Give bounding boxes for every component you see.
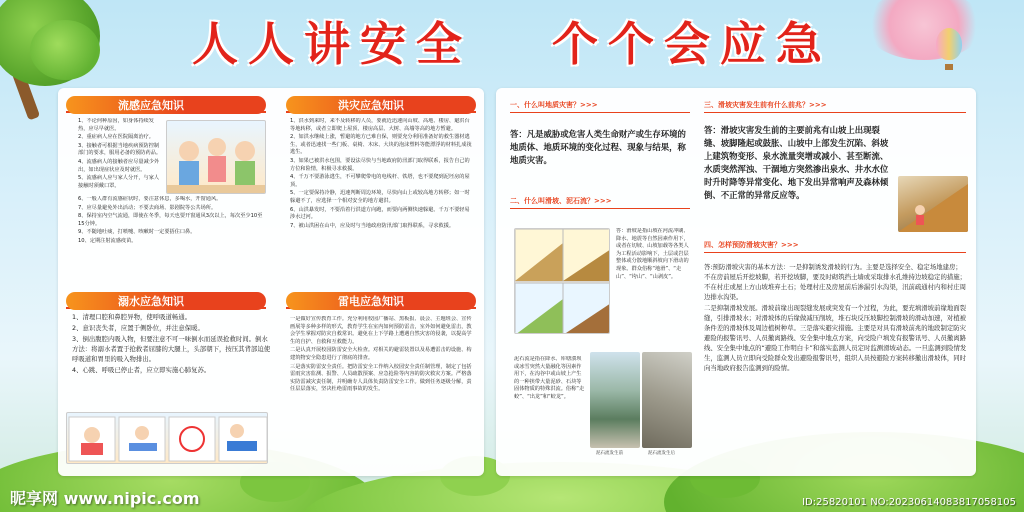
- flu-item: 1、不论何种原因，如身体持续发热，应尽早就医。: [78, 118, 154, 132]
- q2-rule: [510, 208, 690, 209]
- flood-item: 4、千万不要游泳逃生，不可攀爬带电的电线杆、铁塔，也不要爬到泥坯房的屋顶。: [290, 174, 470, 188]
- q3-title: 三、滑坡灾害发生前有什么前兆？>>>: [704, 101, 827, 109]
- q4-answer: [704, 262, 968, 462]
- caption-after: 泥石流发生后: [648, 451, 675, 456]
- q3-answer: 答：滑坡灾害发生前的主要前兆有山坡上出现裂缝、坡脚隆起或鼓胀、山坡中上部发生沉陷、斜坡上建筑物变形、泉水流量突增或减小、甚至断流、水质突然浑浊、干涸地方突然渗出泉水、井水水位时升时降等异常变化、地下发出异常响声及森林倾倒、不正常的异常反应等。: [704, 125, 889, 200]
- drown-header-label: 溺水应急知识: [118, 295, 184, 308]
- flood-item: 5、一定要保持冷静，迅速判断周边环境，尽快向山上或较高地方转移；如一时躲避不了，应选择一个相对安全的地方避洪。: [290, 190, 470, 204]
- flu-item: 8、保持室内空气流通，即使在冬季，每天也要开窗通风3次以上，每次至少10至15分钟。: [78, 213, 263, 227]
- flood-text: [290, 118, 474, 268]
- drown-item: 2、意识丧失者，应置于侧卧位，并注意保暖。: [72, 324, 204, 332]
- flu-item: 9、不随地吐痰，打喷嚏、咳嗽时一定要捂住口鼻。: [78, 229, 196, 236]
- flood-item: 6、山洪暴发时，不要沿着行洪道方向跑，而要向两侧快速躲避。千万不要轻易涉水过河。: [290, 206, 470, 221]
- landslide-illustration: [898, 176, 968, 232]
- flood-section-header: [286, 96, 476, 114]
- lightning-item: 三是落实防雷安全责任。把防雷安全工作纳入校园安全责任制管理，制定了包括雷雨灾害监测、报警、人员疏散预案、应急抢险等内容的防灾救灾方案。严格落实防雷减灾责任制，并明确专人具体负责防雷安全工作。做到任务逐级分解，责任层层落实，坚决杜绝雷雨事故的发生。: [290, 363, 472, 393]
- flu-illustration: [166, 120, 266, 194]
- q2-answer-debris-flow: 泥石流是指在降水、库塘溃坝或冰雪突然大量融化等因素作用下，在沟谷中或山坡上产生的一种挟带大量泥砂、石块等固体物质的特殊洪流。俗称“走蛟”、“出龙”和“蛟龙”。: [514, 356, 585, 400]
- q1-rule: [510, 112, 690, 113]
- flu-item: 2、重症病人应在医院隔离治疗。: [78, 134, 154, 141]
- title-part-2: 个个会应急: [552, 17, 832, 71]
- caption-before: 泥石流发生前: [596, 451, 623, 456]
- flu-item: 5、流感病人应与家人分开，与家人接触时须戴口罩。: [78, 175, 160, 189]
- q4-paragraph: 二是抑制滑坡发展。滑坡前缘出现裂缝发展或突发有一个过程，为此，要充填滑坡前缘地面裂缝，引排滑坡水；对滑坡体的后缘做减压削坡，堆石块反压坡脚控制滑坡的滑动加速，对植被条件差的滑坡体及周边植树种草。三是落实避灾措施。主要是对具有滑坡前兆的地段制定防灾避险的报警讯号、人员撤离路线、安全集中地点方案，向受险户填发有报警讯号、人员撤离路线、安全集中地点的“避险工作明白卡”和落实监测人员定时监测滑坡动态。一旦监测到险情发生，监测人员立即向受险群众发出避险报警讯号，组织人员按避险方案转移撤出滑坡体，同时向当地政府报告监测到的险情。: [704, 304, 967, 372]
- flu-section-header: [66, 96, 266, 114]
- flu-header-label: 流感应急知识: [118, 99, 184, 112]
- drown-item: 3、倒出腹腔内吸入物，但要注意不可一味倒水而延误抢救时间。倒水方法：将溺水者置于抢救者屈膝的大腿上，头部朝下，按压其背部迫使呼吸道和胃里的吸入物排出。: [72, 335, 271, 363]
- lightning-text: [290, 316, 476, 466]
- flood-item: 3、如果已被洪水包围，要设法尽快与当地政府防汛部门取得联系，报告自己的方位和险情，积极寻求救援。: [290, 157, 470, 172]
- debris-after-photo: [642, 352, 692, 448]
- drown-item: 1、清理口腔和鼻腔异物，使呼吸道畅通。: [72, 313, 192, 321]
- watermark-id: ID:25820101 NO:20230614083817058105: [802, 497, 1016, 508]
- debris-before-photo: [590, 352, 640, 448]
- q4-paragraph: 答:预防滑坡灾害的基本方法：一是抑制诱发滑坡的行为。主要是选择安全、稳定场地建房；不在房前屋后开挖坡脚，若开挖坡脚，要及时砌筑挡土墙或采取排水孔维持边坡稳定的措施；不在村庄或屋上方山坡堆弃土石；处理村庄及房屋前后渗漏引水沟渠，汛前疏通村内和村庄周边排水沟渠。: [704, 263, 967, 301]
- q4-title: 四、怎样预防滑坡灾害？>>>: [704, 241, 799, 249]
- flu-item: 7、应尽量避免外出活动；不要去商场、影剧院等公共场所。: [78, 204, 217, 211]
- lightning-header-label: 雷电应急知识: [338, 295, 404, 308]
- flood-item: 2、如洪水继续上涨，暂避的地方已难自保，则要充分利用准备好的救生器材逃生，或者迅速找一些门板、桌椅、木床、大块的泡沫塑料等能漂浮的材料扎成筏逃生。: [290, 134, 472, 156]
- title-part-1: 人人讲安全: [192, 17, 472, 71]
- flood-header-label: 洪灾应急知识: [338, 99, 404, 112]
- page-title: [0, 8, 1024, 74]
- lightning-item: 二是认真开展校园防雷安全大检查。对相关的避雷装置以及易遭雷击的设施、构建筑物安全隐患进行了彻底的排查。: [290, 347, 472, 361]
- lightning-section-header: [286, 292, 476, 310]
- drown-item: 4、心跳、呼吸已停止者，应立即实施心肺复苏。: [72, 366, 211, 374]
- landslide-cartoon: [514, 228, 610, 334]
- cpr-illustration: [66, 412, 268, 464]
- flood-item: 1、洪水到来时，来不及转移的人员，要就近迅速向山坡、高地、楼房、避洪台等地转移，或者立即爬上屋顶、楼房高层、大树、高墙等高的地方暂避。: [290, 118, 470, 132]
- lightning-item: 一是做好宣传教育工作。充分利用校园广播站、黑板报、晨会、主题班会、宣传画展等多种多样的形式，教育学生在室内如何预防雷击，室外如何避免雷击，教会学生掌握对防灾自救常识。避免在上下学路上遭遇自然灾害的侵袭，以提高学生的自护、自救和互救能力。: [290, 316, 472, 345]
- q2-answer-landslide: 答：滑坡是指山坡在河流冲刷、降水、地震等自然因素作用下，或者在切坡、山坡加载等各类人为工程活动影响下，土层或岩层整体或分散地顺斜坡向下滑动的现象。群众俗称“地滑”、“走山”、“垮山”、“山剥皮”。: [616, 228, 689, 280]
- q1-answer: 答：凡是威胁或危害人类生命财产或生存环境的地质体、地质环境的变化过程、现象与结果，称地质灾害。: [510, 129, 686, 165]
- flu-item: 3、接触者可根据当地疾病预防控制部门的要求，服用必备的预防药品。: [78, 142, 162, 157]
- q3-rule: [704, 112, 966, 113]
- drown-text: [72, 312, 272, 408]
- flu-item: 6、一般人群有流感症状时，要注意休息，多喝水，开窗通风。: [78, 196, 222, 202]
- flood-item: 7、被山洪困在山中，应及时与当地政府防汛部门取得联系，寻求救援。: [290, 222, 455, 229]
- watermark-site: 昵享网 www.nipic.com: [10, 489, 200, 508]
- flu-item: 4、流感病人的接触者应尽量减少外出，如出现症状应及时就医。: [78, 158, 160, 173]
- q2-title: 二、什么叫滑坡、泥石流？>>>: [510, 197, 612, 205]
- drown-section-header: [66, 292, 266, 310]
- q4-rule: [704, 252, 966, 253]
- flu-item: 10、定期注射流感疫苗。: [78, 237, 137, 244]
- flu-text-col2: [78, 196, 264, 262]
- q1-title: 一、什么叫地质灾害？>>>: [510, 101, 598, 109]
